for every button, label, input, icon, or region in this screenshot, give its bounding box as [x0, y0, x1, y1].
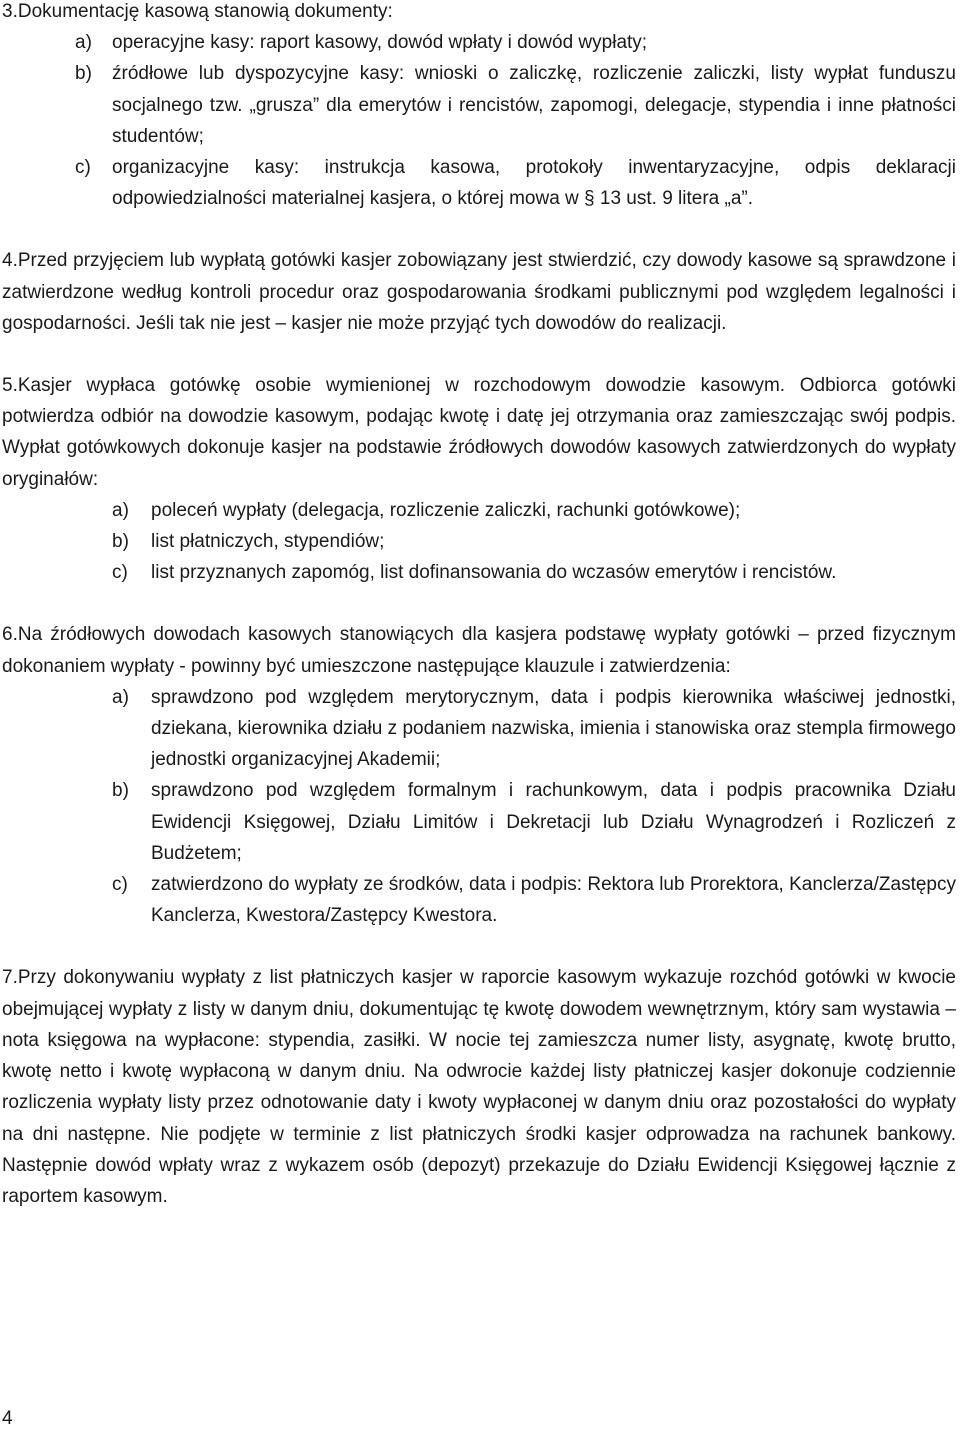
paragraph-gap — [2, 931, 956, 962]
section-7-paragraph: 7.Przy dokonywaniu wypłaty z list płatniczych kasjer w raporcie kasowym wykazuje rozchód gotówki w kwocie obejmującej wypłaty z listy w danym dniu, dokumentując tę kwotę dowodem wewnętrznym, który sam wystawia – nota księgowa na wypłacone: stypendia, zasiłki. W nocie tej zamieszcza numer listy, asygnatę, kwotę brutto, kwotę netto i kwotę wypłaconą w danym dniu. Na odwrocie każdej listy płatniczej kasjer dokonuje codziennie rozliczenia wypłaty listy przez odnotowanie daty i kwoty wypłaconej w danym dniu oraz pozostałości do wypłaty na dni następne. Nie podjęte w terminie z list płatniczych środki kasjer odprowadza na rachunek bankowy. Następnie dowód wpłaty wraz z wykazem osób (depozyt) przekazuje do Działu Ewidencji Księgowej łącznie z raportem kasowym. — [2, 967, 956, 1207]
list-item-text: operacyjne kasy: raport kasowy, dowód wpłaty i dowód wypłaty; — [112, 32, 648, 54]
list-item-label: c) — [75, 157, 91, 179]
list-item-label: c) — [112, 874, 128, 896]
list-item — [2, 869, 956, 931]
list-item — [2, 152, 956, 214]
list-item-text: list przyznanych zapomóg, list dofinansowania do wczasów emerytów i rencistów. — [151, 562, 837, 584]
document-page — [2, 0, 956, 1212]
list-item-text: źródłowe lub dyspozycyjne kasy: wnioski o zaliczkę, rozliczenie zaliczki, listy wypłat funduszu socjalnego tzw. „grusza” dla emerytów i rencistów, zapomogi, delegacje, stypendia i inne płatności studentów; — [112, 63, 956, 147]
list-item-label: b) — [75, 63, 92, 85]
section-5-list — [2, 495, 956, 589]
list-item-label: b) — [112, 531, 129, 553]
list-item — [2, 557, 956, 588]
list-item-text: zatwierdzono do wypłaty ze środków, data i podpis: Rektora lub Prorektora, Kanclerza/Zastępcy Kanclerza, Kwestora/Zastępcy Kwestora. — [151, 874, 956, 927]
list-item-label: a) — [75, 32, 92, 54]
list-item — [2, 526, 956, 557]
section-6-list — [2, 682, 956, 932]
list-item-text: poleceń wypłaty (delegacja, rozliczenie zaliczki, rachunki gotówkowe); — [151, 499, 741, 521]
list-item-text: list płatniczych, stypendiów; — [151, 531, 385, 553]
section-5-paragraph: 5.Kasjer wypłaca gotówkę osobie wymienionej w rozchodowym dowodzie kasowym. Odbiorca gotówki potwierdza odbiór na dowodzie kasowym, podając kwotę i datę jej otrzymania oraz zamieszczając swój podpis. Wypłat gotówkowych dokonuje kasjer na podstawie źródłowych dowodów kasowych zatwierdzonych do wypłaty oryginałów: — [2, 375, 956, 490]
list-item-label: a) — [112, 499, 129, 521]
list-item-label: a) — [112, 686, 129, 708]
list-item — [2, 495, 956, 526]
list-item-label: b) — [112, 780, 129, 802]
section-4-paragraph: 4.Przed przyjęciem lub wypłatą gotówki kasjer zobowiązany jest stwierdzić, czy dowody kasowe są sprawdzone i zatwierdzone według kontroli procedur oraz gospodarowania środkami publicznymi pod względem legalności i gospodarności. Jeśli tak nie jest – kasjer nie może przyjąć tych dowodów do realizacji. — [2, 250, 956, 334]
list-item — [2, 58, 956, 152]
page-number: 4 — [2, 1408, 13, 1429]
paragraph-gap — [2, 214, 956, 245]
list-item — [2, 27, 956, 58]
list-item — [2, 775, 956, 869]
list-item-label: c) — [112, 562, 128, 584]
section-3-list — [2, 27, 956, 214]
section-6-paragraph: 6.Na źródłowych dowodach kasowych stanowiących dla kasjera podstawę wypłaty gotówki – przed fizycznym dokonaniem wypłaty - powinny być umieszczone następujące klauzule i zatwierdzenia: — [2, 624, 956, 677]
paragraph-gap — [2, 588, 956, 619]
list-item — [2, 682, 956, 776]
list-item-text: sprawdzono pod względem merytorycznym, data i podpis kierownika właściwej jednostki, dziekana, kierownika działu z podaniem nazwiska, imienia i stanowiska oraz stempla firmowego jednostki organizacyjnej Akademii; — [151, 686, 956, 771]
list-item-text: sprawdzono pod względem formalnym i rachunkowym, data i podpis pracownika Działu Ewidencji Księgowej, Działu Limitów i Dekretacji lub Działu Wynagrodzeń i Rozliczeń z Budżetem; — [151, 780, 956, 864]
section-3-heading: 3.Dokumentację kasową stanowią dokumenty: — [2, 1, 393, 22]
list-item-text: organizacyjne kasy: instrukcja kasowa, protokoły inwentaryzacyjne, odpis deklaracji odpowiedzialności materialnej kasjera, o której mowa w § 13 ust. 9 litera „a”. — [112, 157, 956, 210]
paragraph-gap — [2, 339, 956, 370]
